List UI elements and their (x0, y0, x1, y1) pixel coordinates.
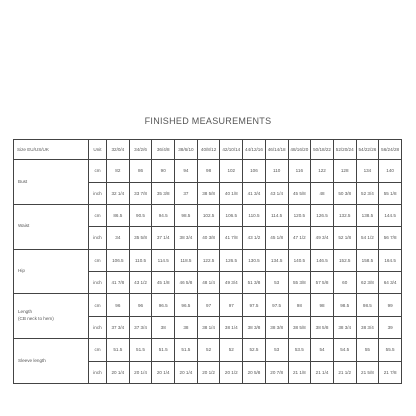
value-cell: 158.5 (356, 249, 379, 271)
size-header-cell: 40/8/12 (197, 140, 220, 160)
value-cell: 128 (333, 160, 356, 182)
value-cell: 134 (356, 160, 379, 182)
value-cell: 52 1/8 (333, 227, 356, 249)
size-header-cell: 56/24/28 (379, 140, 402, 160)
value-cell: 21 1/2 (333, 361, 356, 383)
value-cell: 49 3/4 (220, 272, 243, 294)
measurement-sublabel: (CB neck to hem) (18, 316, 54, 322)
value-cell: 97.5 (243, 294, 266, 316)
value-cell: 132.5 (333, 204, 356, 226)
value-cell: 52.5 (243, 339, 266, 361)
value-cell: 38 3/8 (243, 316, 266, 338)
value-cell: 20 5/8 (243, 361, 266, 383)
value-cell: 96 (107, 294, 130, 316)
value-cell: 51.5 (107, 339, 130, 361)
size-header-cell: 54/22/26 (356, 140, 379, 160)
unit-cell: cm (89, 160, 107, 182)
value-cell: 55.5 (379, 339, 402, 361)
value-cell: 50 3/8 (333, 182, 356, 204)
value-cell: 102 (220, 160, 243, 182)
value-cell: 98.5 (333, 294, 356, 316)
value-cell: 39 (379, 316, 402, 338)
value-cell: 122 (311, 160, 334, 182)
value-cell: 54.5 (333, 339, 356, 361)
value-cell: 64 3/4 (379, 272, 402, 294)
value-cell: 35 5/8 (129, 227, 152, 249)
value-cell: 152.5 (333, 249, 356, 271)
value-cell: 51.5 (175, 339, 198, 361)
value-cell: 86 (129, 160, 152, 182)
measurements-table (13, 139, 402, 384)
table-row (14, 204, 402, 226)
value-cell: 20 1/2 (197, 361, 220, 383)
measurement-name: Sleeve length (18, 357, 46, 363)
value-cell: 98 (311, 294, 334, 316)
value-cell: 94.5 (152, 204, 175, 226)
size-header-cell: 52/20/24 (333, 140, 356, 160)
measurement-name: Length (18, 309, 33, 315)
value-cell: 90 (152, 160, 175, 182)
table-row (14, 249, 402, 271)
value-cell: 37 3/4 (107, 316, 130, 338)
value-cell: 41 7/8 (220, 227, 243, 249)
size-header-cell: 32/0/4 (107, 140, 130, 160)
value-cell: 32 1/4 (107, 182, 130, 204)
value-cell: 48 (311, 182, 334, 204)
value-cell: 21 1/8 (288, 361, 311, 383)
value-cell: 122.5 (197, 249, 220, 271)
value-cell: 20 1/4 (107, 361, 130, 383)
header-row (14, 140, 402, 160)
value-cell: 90.5 (129, 204, 152, 226)
table-row (14, 160, 402, 182)
value-cell: 106.5 (220, 204, 243, 226)
value-cell: 51.5 (152, 339, 175, 361)
value-cell: 38 1/4 (220, 316, 243, 338)
value-cell: 45 1/8 (265, 227, 288, 249)
value-cell: 21 1/4 (311, 361, 334, 383)
value-cell: 55 1/8 (379, 182, 402, 204)
value-cell: 62 3/8 (356, 272, 379, 294)
value-cell: 96.5 (152, 294, 175, 316)
value-cell: 96.5 (175, 294, 198, 316)
table-row (14, 294, 402, 316)
value-cell: 120.5 (288, 204, 311, 226)
unit-cell: inch (89, 361, 107, 383)
value-cell: 20 1/4 (175, 361, 198, 383)
value-cell: 99 (379, 294, 402, 316)
value-cell: 126.5 (311, 204, 334, 226)
value-cell: 38 1/4 (197, 316, 220, 338)
unit-cell: inch (89, 272, 107, 294)
value-cell: 41 7/8 (107, 272, 130, 294)
size-header-cell: 48/16/20 (288, 140, 311, 160)
value-cell: 37 1/4 (152, 227, 175, 249)
size-header-cell: 34/2/6 (129, 140, 152, 160)
value-cell: 38 (152, 316, 175, 338)
value-cell: 106 (243, 160, 266, 182)
value-cell: 52 (197, 339, 220, 361)
unit-cell: cm (89, 249, 107, 271)
value-cell: 98 (197, 160, 220, 182)
unit-cell: cm (89, 204, 107, 226)
unit-cell: inch (89, 182, 107, 204)
value-cell: 164.5 (379, 249, 402, 271)
value-cell: 38 3/4 (175, 227, 198, 249)
value-cell: 102.5 (197, 204, 220, 226)
value-cell: 38 5/8 (311, 316, 334, 338)
value-cell: 41 3/4 (243, 182, 266, 204)
value-cell: 40 3/8 (197, 227, 220, 249)
value-cell: 97 (220, 294, 243, 316)
value-cell: 43 1/4 (265, 182, 288, 204)
value-cell: 20 7/8 (265, 361, 288, 383)
size-header-cell: 36/4/8 (152, 140, 175, 160)
measurement-label (14, 160, 89, 205)
value-cell: 114.5 (265, 204, 288, 226)
value-cell: 38 3/4 (356, 316, 379, 338)
value-cell: 52 3/4 (356, 182, 379, 204)
value-cell: 38 (175, 316, 198, 338)
value-cell: 47 1/2 (288, 227, 311, 249)
value-cell: 55 (356, 339, 379, 361)
value-cell: 126.5 (220, 249, 243, 271)
value-cell: 51.5 (129, 339, 152, 361)
value-cell: 54 1/2 (356, 227, 379, 249)
value-cell: 140 (379, 160, 402, 182)
value-cell: 51 3/8 (243, 272, 266, 294)
table-row (14, 339, 402, 361)
value-cell: 33 7/8 (129, 182, 152, 204)
value-cell: 98.5 (175, 204, 198, 226)
value-cell: 97 (197, 294, 220, 316)
value-cell: 56 7/8 (379, 227, 402, 249)
value-cell: 55 3/8 (288, 272, 311, 294)
value-cell: 20 1/4 (152, 361, 175, 383)
value-cell: 46 5/8 (175, 272, 198, 294)
value-cell: 106.5 (107, 249, 130, 271)
value-cell: 57 5/8 (311, 272, 334, 294)
unit-cell: inch (89, 227, 107, 249)
unit-header-label: Unit (89, 140, 107, 160)
value-cell: 43 1/2 (129, 272, 152, 294)
value-cell: 38 5/8 (288, 316, 311, 338)
measurement-name: Bust (18, 178, 28, 184)
value-cell: 130.5 (243, 249, 266, 271)
value-cell: 86.5 (107, 204, 130, 226)
value-cell: 20 1/2 (220, 361, 243, 383)
value-cell: 52 (220, 339, 243, 361)
value-cell: 20 1/4 (129, 361, 152, 383)
value-cell: 97.5 (265, 294, 288, 316)
value-cell: 144.5 (379, 204, 402, 226)
size-header-cell: 46/14/18 (265, 140, 288, 160)
value-cell: 134.5 (265, 249, 288, 271)
size-header-cell: 50/18/22 (311, 140, 334, 160)
size-header-cell: 42/10/14 (220, 140, 243, 160)
size-header-cell: 38/6/10 (175, 140, 198, 160)
measurement-name: Waist (18, 223, 30, 229)
value-cell: 53 (265, 339, 288, 361)
page-title: FINISHED MEASUREMENTS (144, 116, 272, 126)
value-cell: 49 3/4 (311, 227, 334, 249)
value-cell: 38 3/8 (265, 316, 288, 338)
measurement-name: Hip (18, 268, 25, 274)
value-cell: 114.5 (152, 249, 175, 271)
value-cell: 116 (288, 160, 311, 182)
value-cell: 146.5 (311, 249, 334, 271)
size-header-label: Size EU/US/UK (14, 140, 89, 160)
value-cell: 40 1/8 (220, 182, 243, 204)
value-cell: 53.5 (288, 339, 311, 361)
value-cell: 96 (129, 294, 152, 316)
measurement-label (14, 204, 89, 249)
value-cell: 110 (265, 160, 288, 182)
value-cell: 21 5/8 (356, 361, 379, 383)
unit-cell: inch (89, 316, 107, 338)
value-cell: 21 7/8 (379, 361, 402, 383)
value-cell: 37 (175, 182, 198, 204)
value-cell: 110.5 (243, 204, 266, 226)
value-cell: 110.5 (129, 249, 152, 271)
value-cell: 118.5 (175, 249, 198, 271)
value-cell: 98.5 (356, 294, 379, 316)
measurement-label (14, 294, 89, 339)
value-cell: 37 3/4 (129, 316, 152, 338)
value-cell: 34 (107, 227, 130, 249)
value-cell: 38 3/4 (333, 316, 356, 338)
value-cell: 45 5/8 (288, 182, 311, 204)
value-cell: 54 (311, 339, 334, 361)
value-cell: 48 1/4 (197, 272, 220, 294)
value-cell: 60 (333, 272, 356, 294)
size-header-cell: 44/12/16 (243, 140, 266, 160)
value-cell: 98 (288, 294, 311, 316)
value-cell: 35 3/8 (152, 182, 175, 204)
value-cell: 138.5 (356, 204, 379, 226)
value-cell: 43 1/2 (243, 227, 266, 249)
measurement-label (14, 339, 89, 384)
value-cell: 38 5/8 (197, 182, 220, 204)
unit-cell: cm (89, 294, 107, 316)
value-cell: 140.5 (288, 249, 311, 271)
unit-cell: cm (89, 339, 107, 361)
value-cell: 53 (265, 272, 288, 294)
measurement-label (14, 249, 89, 294)
value-cell: 82 (107, 160, 130, 182)
value-cell: 94 (175, 160, 198, 182)
value-cell: 45 1/8 (152, 272, 175, 294)
